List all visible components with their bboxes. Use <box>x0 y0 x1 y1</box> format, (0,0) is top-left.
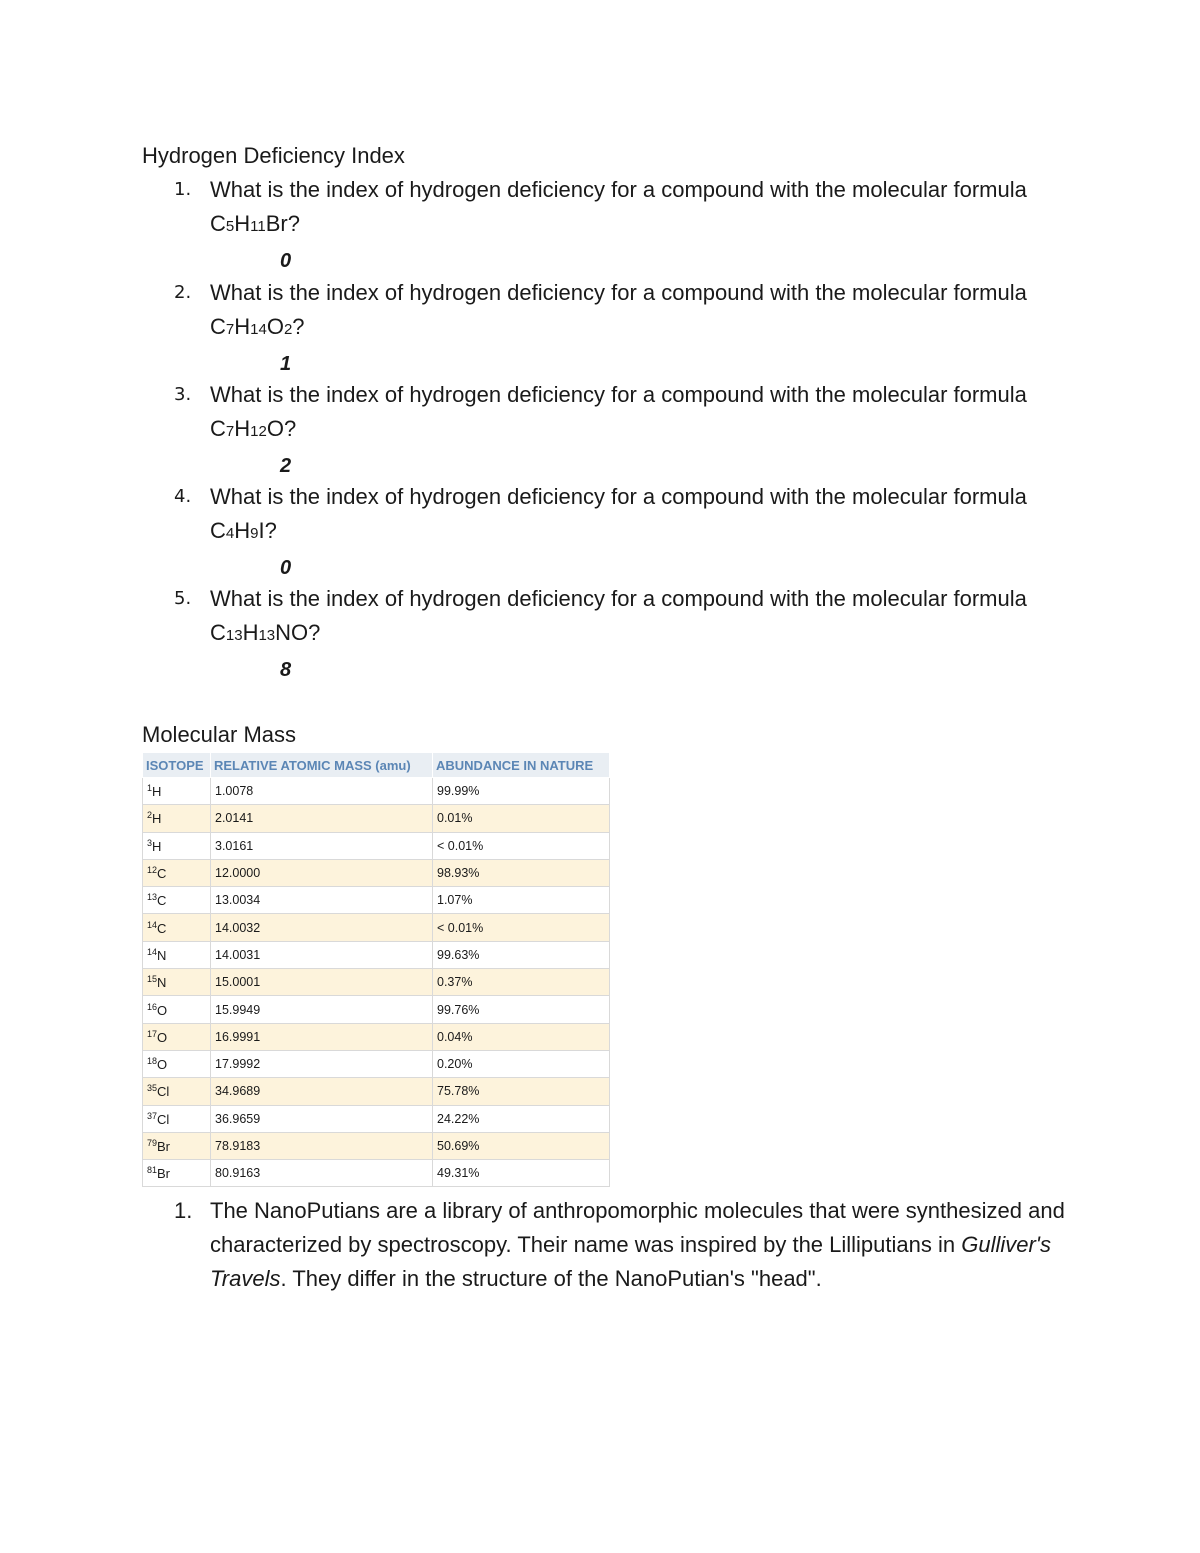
abundance-cell: 99.99% <box>433 778 610 805</box>
isotope-cell <box>143 778 211 805</box>
atomic-mass-cell: 15.0001 <box>211 969 433 996</box>
molecular-formula: C4H9I <box>210 518 265 543</box>
question-number: 3. <box>174 384 192 405</box>
element-symbol: H <box>152 838 162 854</box>
isotope-cell <box>143 969 211 996</box>
element-symbol: H <box>152 784 162 800</box>
question-number: 1. <box>174 179 192 200</box>
mass-number: 18 <box>147 1056 158 1067</box>
item-text: The NanoPutians are a library of anthropomorphic molecules that were synthesized and characterized by spectroscopy. Their name was inspired by the Lilliputians in <box>210 1198 1065 1257</box>
section-heading-molecular-mass: Molecular Mass <box>142 722 297 747</box>
isotope-cell <box>143 941 211 968</box>
table-row <box>143 914 610 941</box>
table-row <box>143 969 610 996</box>
table-row <box>143 996 610 1023</box>
isotope-cell <box>143 887 211 914</box>
isotope-cell <box>143 1105 211 1132</box>
abundance-cell: 49.31% <box>433 1160 610 1187</box>
column-header-isotope: ISOTOPE <box>143 753 211 778</box>
nanoputian-item <box>174 1194 1080 1296</box>
question-text: What is the index of hydrogen deficiency for a compound with the molecular formula <box>210 484 1027 509</box>
element-symbol: O <box>157 1029 168 1045</box>
table-row <box>143 1078 610 1105</box>
element-symbol: Br <box>157 1166 171 1182</box>
table-row <box>143 1132 610 1159</box>
table-row <box>143 832 610 859</box>
column-header-abundance: ABUNDANCE IN NATURE <box>433 753 610 778</box>
question-text: What is the index of hydrogen deficiency for a compound with the molecular formula <box>210 586 1027 611</box>
abundance-cell: 99.63% <box>433 941 610 968</box>
element-symbol: Br <box>157 1139 171 1154</box>
isotope-cell <box>143 1050 211 1077</box>
answer: 0 <box>280 557 292 579</box>
atomic-mass-cell: 80.9163 <box>211 1160 433 1187</box>
atomic-mass-cell: 16.9991 <box>211 1023 433 1050</box>
atomic-mass-cell: 14.0031 <box>211 941 433 968</box>
isotope-cell <box>143 1132 211 1159</box>
question-4: 4. What is the index of hydrogen deficiency for a compound with the molecular formula C4H9I? 0 <box>210 480 1070 585</box>
element-symbol: C <box>157 920 167 936</box>
element-symbol: N <box>157 947 167 963</box>
isotope-table <box>142 752 610 1187</box>
question-number: 4. <box>174 486 192 507</box>
column-header-relative-atomic-mass: RELATIVE ATOMIC MASS (amu) <box>211 753 433 778</box>
atomic-mass-cell: 15.9949 <box>211 996 433 1023</box>
answer: 2 <box>280 455 292 477</box>
isotope-cell <box>143 805 211 832</box>
element-symbol: H <box>152 811 162 827</box>
isotope-cell <box>143 1078 211 1105</box>
answer: 0 <box>280 250 292 272</box>
atomic-mass-cell: 14.0032 <box>211 914 433 941</box>
abundance-cell: 1.07% <box>433 887 610 914</box>
abundance-cell: 0.20% <box>433 1050 610 1077</box>
abundance-cell: < 0.01% <box>433 832 610 859</box>
abundance-cell: 98.93% <box>433 859 610 886</box>
atomic-mass-cell: 2.0141 <box>211 805 433 832</box>
table-row <box>143 941 610 968</box>
atomic-mass-cell: 1.0078 <box>211 778 433 805</box>
element-symbol: C <box>157 866 167 882</box>
isotope-cell <box>143 1160 211 1187</box>
molecular-formula: C5H11Br <box>210 211 288 236</box>
question-text: What is the index of hydrogen deficiency for a compound with the molecular formula <box>210 177 1027 202</box>
mass-number: 1 <box>147 783 153 794</box>
molecular-formula: C7H12O <box>210 416 284 441</box>
item-text-end: . They differ in the structure of the NanoPutian's "head". <box>280 1266 822 1291</box>
table-row <box>143 1023 610 1050</box>
abundance-cell: < 0.01% <box>433 914 610 941</box>
table-row <box>143 887 610 914</box>
table-row <box>143 1105 610 1132</box>
question-text: What is the index of hydrogen deficiency for a compound with the molecular formula <box>210 382 1027 407</box>
atomic-mass-cell: 12.0000 <box>211 859 433 886</box>
isotope-cell <box>143 832 211 859</box>
section-heading-hydrogen-deficiency: Hydrogen Deficiency Index <box>142 143 405 168</box>
atomic-mass-cell: 17.9992 <box>211 1050 433 1077</box>
mass-number: 17 <box>147 1028 158 1039</box>
question-3: 3. What is the index of hydrogen deficiency for a compound with the molecular formula C7H12O? 2 <box>210 378 1070 483</box>
book-title: Gulliver's Travels <box>210 1232 1052 1291</box>
mass-number: 14 <box>147 946 158 957</box>
question-2: 2. What is the index of hydrogen deficiency for a compound with the molecular formula C7H14O2? 1 <box>210 276 1070 381</box>
table-body <box>143 778 610 1187</box>
abundance-cell: 50.69% <box>433 1132 610 1159</box>
mass-number: 3 <box>147 837 153 848</box>
answer: 1 <box>280 353 292 375</box>
question-number: 5. <box>174 588 192 609</box>
table-row <box>143 1050 610 1077</box>
atomic-mass-cell: 36.9659 <box>211 1105 433 1132</box>
abundance-cell: 0.37% <box>433 969 610 996</box>
abundance-cell: 0.04% <box>433 1023 610 1050</box>
mass-number: 14 <box>147 919 158 930</box>
atomic-mass-cell: 13.0034 <box>211 887 433 914</box>
isotope-cell <box>143 996 211 1023</box>
molecular-formula: C13H13NO <box>210 620 309 645</box>
mass-number: 35 <box>147 1083 158 1094</box>
mass-number: 13 <box>147 892 158 903</box>
table-row <box>143 1160 610 1187</box>
element-symbol: C <box>157 893 167 909</box>
question-5: 5. What is the index of hydrogen deficiency for a compound with the molecular formula C13H13NO? 8 <box>210 582 1070 687</box>
table-header-row <box>143 753 610 778</box>
table-row <box>143 805 610 832</box>
answer: 8 <box>280 659 292 681</box>
element-symbol: O <box>157 1002 168 1018</box>
element-symbol: O <box>157 1057 168 1073</box>
mass-number: 16 <box>147 1001 158 1012</box>
atomic-mass-cell: 34.9689 <box>211 1078 433 1105</box>
table-row <box>143 859 610 886</box>
mass-number: 2 <box>147 810 153 821</box>
atomic-mass-cell: 3.0161 <box>211 832 433 859</box>
mass-number: 79 <box>147 1138 158 1148</box>
question-1: 1. What is the index of hydrogen deficiency for a compound with the molecular formula C5H11Br? 0 <box>210 173 1070 278</box>
mass-number: 37 <box>147 1110 158 1121</box>
mass-number: 81 <box>147 1165 158 1176</box>
atomic-mass-cell: 78.9183 <box>211 1132 433 1159</box>
mass-number: 15 <box>147 974 158 985</box>
abundance-cell: 24.22% <box>433 1105 610 1132</box>
element-symbol: N <box>157 975 167 991</box>
item-number: 1. <box>174 1198 193 1223</box>
element-symbol: Cl <box>157 1084 170 1100</box>
question-number: 2. <box>174 282 192 303</box>
molecular-formula: C7H14O2 <box>210 314 293 339</box>
abundance-cell: 99.76% <box>433 996 610 1023</box>
abundance-cell: 0.01% <box>433 805 610 832</box>
isotope-cell <box>143 914 211 941</box>
abundance-cell: 75.78% <box>433 1078 610 1105</box>
mass-number: 12 <box>147 865 158 876</box>
question-text: What is the index of hydrogen deficiency for a compound with the molecular formula <box>210 280 1027 305</box>
table-row <box>143 778 610 805</box>
isotope-cell <box>143 859 211 886</box>
isotope-cell <box>143 1023 211 1050</box>
element-symbol: Cl <box>157 1111 170 1127</box>
